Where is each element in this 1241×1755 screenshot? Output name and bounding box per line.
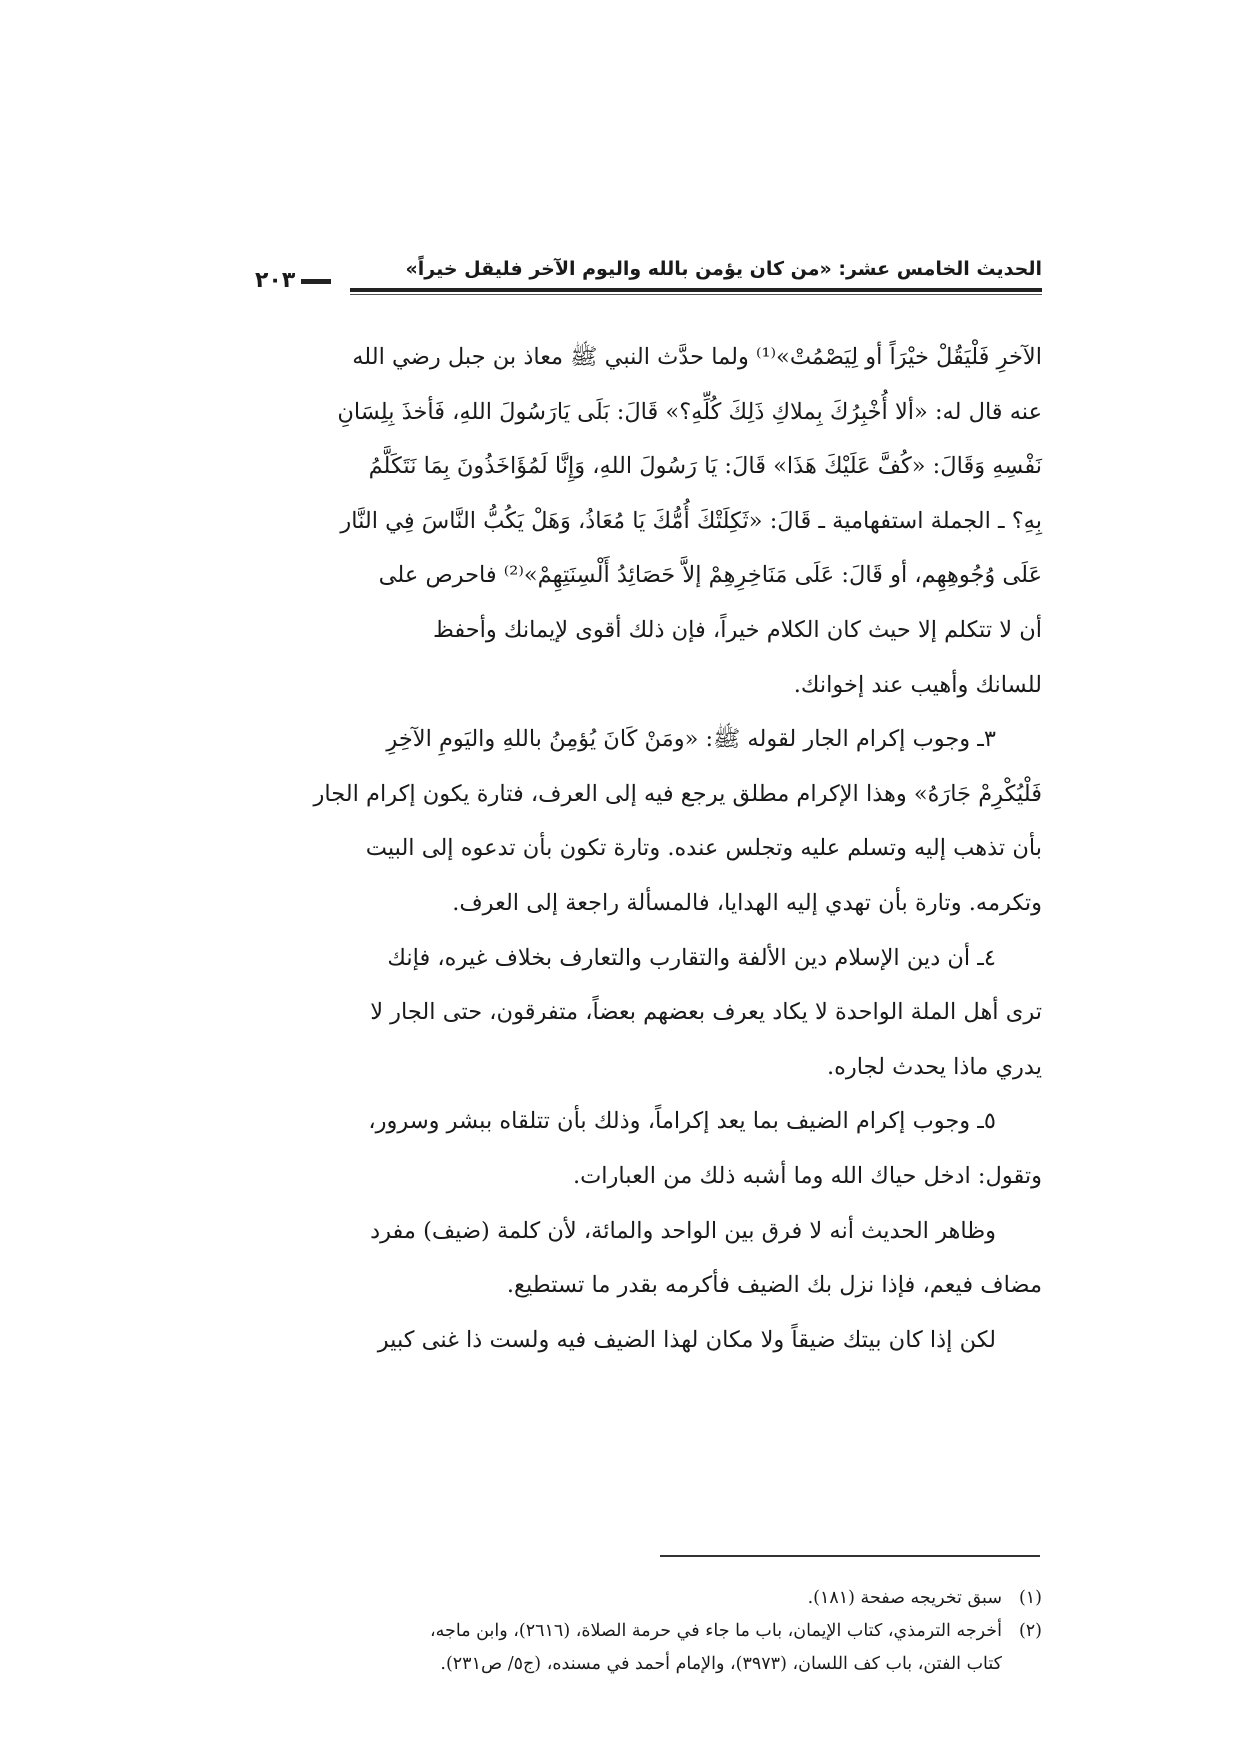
text-line: بأن تذهب إليه وتسلم عليه وتجلس عنده. وتارة تكون بأن تدعوه إلى البيت	[365, 835, 1042, 862]
text-line: عنه قال له: «ألا أُخْبِرُكَ بِملاكِ ذَلِكَ كُلِّهِ؟» قَالَ: بَلَى يَارَسُولَ اللهِ، فَأخذَ بِلِسَانِ	[337, 398, 1042, 425]
header-rule	[350, 288, 1042, 292]
footnote-2-continued	[255, 1648, 1042, 1681]
text-line: ترى أهل الملة الواحدة لا يكاد يعرف بعضهم بعضاً، متفرقون، حتى الجار لا	[370, 999, 1042, 1026]
header-title: الحديث الخامس عشر: «من كان يؤمن بالله واليوم الآخر فليقل خيراً»	[405, 258, 1042, 280]
footnotes	[255, 1582, 1042, 1681]
text-line: مضاف فيعم، فإذا نزل بك الضيف فأكرمه بقدر ما تستطيع.	[506, 1272, 1042, 1299]
footnote-1	[255, 1582, 1042, 1615]
text-line: وتقول: ادخل حياك الله وما أشبه ذلك من العبارات.	[572, 1162, 1042, 1189]
text-line: وتكرمه. وتارة بأن تهدي إليه الهدايا، فالمسألة راجعة إلى العرف.	[452, 889, 1042, 916]
paragraph-point-4	[255, 931, 1042, 1095]
body-text	[255, 330, 1042, 1367]
text-line: يدري ماذا يحدث لجاره.	[826, 1053, 1042, 1080]
footnote-number: (١)	[1018, 1588, 1042, 1608]
page-number-bar	[301, 279, 331, 284]
paragraph-small-house	[255, 1313, 1042, 1368]
text-line: نَفْسِهِ وَقَالَ: «كُفَّ عَلَيْكَ هَذَا» قَالَ: يَا رَسُولَ اللهِ، وَإِنَّا لَمُؤَاخَذُونَ بِمَا نَتَكَلَّمُ	[368, 453, 1042, 480]
footnote-text: سبق تخريجه صفحة (١٨١).	[807, 1588, 1002, 1608]
text-line: ٥ـ وجوب إكرام الضيف بما يعد إكراماً، وذلك بأن تتلقاه ببشر وسرور،	[368, 1108, 996, 1135]
text-line: أن لا تتكلم إلا حيث كان الكلام خيراً، فإن ذلك أقوى لإيمانك وأحفظ	[433, 616, 1042, 643]
text-line: عَلَى وُجُوهِهِم، أو قَالَ: عَلَى مَنَاخِرِهِمْ إلاَّ حَصَائِدُ أَلْسِنَتِهِمْ»⁽²⁾ فاحرص على	[378, 562, 1042, 589]
paragraph-1	[255, 330, 1042, 712]
footnote-text: كتاب الفتن، باب كف اللسان، (٣٩٧٣)، والإمام أحمد في مسنده، (ج٥/ ص٢٣١).	[440, 1654, 1002, 1674]
footnote-text: أخرجه الترمذي، كتاب الإيمان، باب ما جاء في حرمة الصلاة، (٢٦١٦)، وابن ماجه،	[430, 1621, 1002, 1641]
running-header	[255, 258, 1042, 306]
text-line: وظاهر الحديث أنه لا فرق بين الواحد والمائة، لأن كلمة (ضيف) مفرد	[370, 1217, 996, 1244]
text-line: الآخرِ فَلْيَقُلْ خيْرَاً أو لِيَصْمُتْ»⁽¹⁾ ولما حدَّث النبي ﷺ معاذ بن جبل رضي الله	[352, 344, 1042, 370]
paragraph-guest-count	[255, 1204, 1042, 1313]
header-rule-thin	[350, 294, 1042, 295]
footnote-separator	[660, 1555, 1040, 1557]
page-number: ٢٠٣	[255, 268, 345, 293]
text-line: فَلْيُكْرِمْ جَارَهُ» وهذا الإكرام مطلق يرجع فيه إلى العرف، فتارة يكون إكرام الجار	[313, 780, 1042, 807]
footnote-2	[255, 1615, 1042, 1648]
footnote-number: (٢)	[1018, 1621, 1042, 1641]
paragraph-point-5	[255, 1094, 1042, 1203]
text-line: ٣ـ وجوب إكرام الجار لقوله ﷺ: «ومَنْ كَانَ يُؤمِنُ باللهِ واليَومِ الآخِرِ	[386, 726, 996, 753]
paragraph-point-3	[255, 712, 1042, 930]
text-line: بِهِ؟ ـ الجملة استفهامية ـ قَالَ: «ثَكِلَتْكَ أُمُّكَ يَا مُعَاذُ، وَهَلْ يَكُبُّ النَّاسَ فِي النَّار	[340, 507, 1042, 534]
text-line: لكن إذا كان بيتك ضيقاً ولا مكان لهذا الضيف فيه ولست ذا غنى كبير	[377, 1326, 996, 1353]
text-line: للسانك وأهيب عند إخوانك.	[793, 671, 1042, 698]
text-line: ٤ـ أن دين الإسلام دين الألفة والتقارب والتعارف بخلاف غيره، فإنك	[387, 944, 996, 971]
